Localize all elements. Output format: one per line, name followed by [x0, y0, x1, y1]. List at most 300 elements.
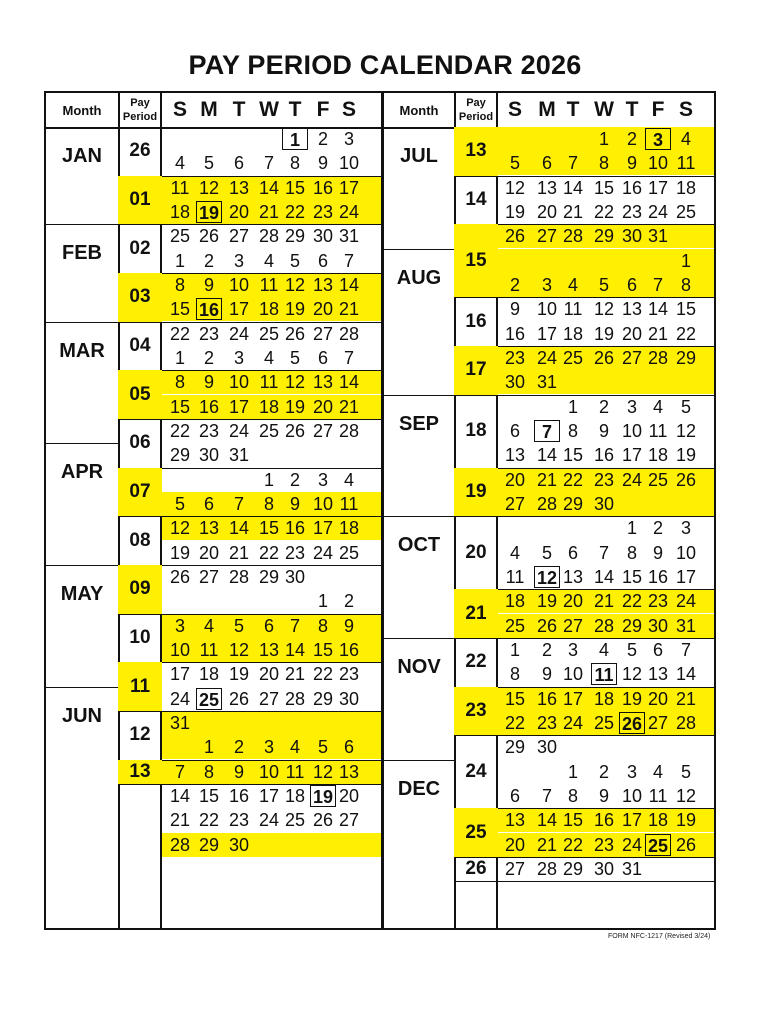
day-cell: 19 [284, 299, 306, 320]
day-cell: 30 [198, 445, 220, 466]
day-cell: 14 [338, 372, 360, 393]
day-cell: 22 [258, 542, 280, 563]
day-cell: 2 [203, 250, 214, 271]
day-cell: 6 [343, 737, 354, 758]
day-cell: 10 [675, 542, 697, 563]
day-cell: 31 [338, 226, 360, 247]
month-separator [46, 687, 118, 688]
day-cell: 1 [263, 469, 274, 490]
day-cell: 29 [284, 226, 306, 247]
day-cell: 12 [504, 177, 526, 198]
day-cell: 3 [233, 250, 244, 271]
day-cell: 27 [258, 688, 280, 709]
calendar-half-jul-dec [384, 93, 714, 928]
day-cell: 9 [626, 153, 637, 174]
day-cell: 11 [199, 639, 219, 660]
day-cell: 10 [258, 761, 280, 782]
day-cell: 7 [680, 639, 691, 660]
day-cell: 1 [174, 250, 185, 271]
day-cell: 20 [562, 591, 584, 612]
day-cell: 17 [228, 396, 250, 417]
month-separator [46, 443, 118, 444]
day-cell: 21 [258, 201, 280, 222]
day-cell: 26 [593, 347, 615, 368]
month-label: APR [60, 461, 104, 484]
day-cell: 18 [593, 688, 615, 709]
pay-period-number: 12 [129, 724, 151, 746]
day-cell: 24 [536, 347, 558, 368]
day-cell: 15 [169, 299, 191, 320]
day-cell: 15 [284, 177, 306, 198]
day-cell: 24 [647, 201, 669, 222]
day-cell: 8 [317, 615, 328, 636]
day-cell: 26 [169, 566, 191, 587]
day-cell: 29 [562, 858, 584, 879]
day-cell: 3 [626, 761, 637, 782]
day-cell: 21 [338, 396, 360, 417]
day-cell: 5 [680, 761, 691, 782]
day-cell: 2 [652, 518, 663, 539]
month-separator [384, 395, 454, 396]
day-cell: 17 [536, 323, 558, 344]
day-cell-boxed: 26 [619, 712, 645, 734]
day-cell: 13 [621, 299, 643, 320]
day-cell: 5 [174, 493, 185, 514]
day-cell: 7 [652, 274, 663, 295]
day-cell: 3 [626, 396, 637, 417]
day-cell: 2 [289, 469, 300, 490]
month-label: DEC [397, 777, 441, 800]
day-cell: 4 [652, 396, 663, 417]
day-cell: 13 [536, 177, 558, 198]
day-cell: 16 [198, 396, 220, 417]
day-cell: 28 [169, 834, 191, 855]
pay-period-number: 24 [465, 760, 487, 782]
day-cell: 27 [338, 810, 360, 831]
header-day-2: T [232, 98, 246, 121]
day-cell: 13 [562, 566, 584, 587]
day-cell-boxed: 19 [196, 201, 222, 223]
header-pay-period: Pay Period [454, 93, 498, 127]
header-day-3: W [594, 98, 614, 121]
form-note: FORM NFC-1217 (Revised 3/24) [608, 933, 711, 940]
day-cell: 20 [504, 469, 526, 490]
day-cell: 12 [169, 518, 191, 539]
day-cell: 29 [562, 493, 584, 514]
day-cell: 1 [317, 591, 328, 612]
day-cell: 2 [233, 737, 244, 758]
day-cell: 8 [203, 761, 214, 782]
day-cell: 18 [198, 664, 220, 685]
day-cell: 29 [621, 615, 643, 636]
pay-period-number: 04 [129, 334, 151, 356]
day-cell: 11 [648, 785, 668, 806]
day-cell: 17 [312, 518, 334, 539]
day-cell: 16 [504, 323, 526, 344]
day-cell: 11 [676, 153, 696, 174]
day-cell: 21 [228, 542, 250, 563]
day-cell: 22 [621, 591, 643, 612]
day-cell: 11 [170, 177, 190, 198]
day-cell: 3 [343, 129, 354, 149]
day-cell: 17 [169, 664, 191, 685]
header-day-6: S [678, 98, 693, 121]
month-label: JUN [61, 704, 102, 727]
day-cell: 21 [593, 591, 615, 612]
day-cell: 2 [203, 347, 214, 368]
day-cell: 23 [198, 323, 220, 344]
pay-period-number: 06 [129, 432, 151, 454]
day-cell: 2 [626, 129, 637, 149]
day-cell: 27 [312, 420, 334, 441]
pay-period-number: 20 [465, 541, 487, 563]
header-day-0: S [172, 98, 187, 121]
day-cell: 24 [169, 688, 191, 709]
day-cell: 1 [174, 347, 185, 368]
day-cell: 24 [312, 542, 334, 563]
header-row [384, 93, 714, 129]
day-cell: 10 [312, 493, 334, 514]
day-cell: 27 [536, 226, 558, 247]
day-cell: 18 [504, 591, 526, 612]
day-cell: 24 [258, 810, 280, 831]
day-cell: 1 [509, 639, 520, 660]
day-cell: 25 [258, 420, 280, 441]
day-cell: 14 [338, 274, 360, 295]
day-cell: 23 [338, 664, 360, 685]
day-cell: 6 [509, 420, 520, 441]
day-cell: 23 [593, 469, 615, 490]
day-cell: 4 [567, 274, 578, 295]
day-cell: 20 [504, 834, 526, 855]
row-highlight [162, 833, 381, 857]
month-separator [46, 565, 118, 566]
day-cell: 3 [317, 469, 328, 490]
day-cell: 4 [598, 639, 609, 660]
day-cell: 17 [621, 810, 643, 831]
day-cell: 23 [504, 347, 526, 368]
month-separator [384, 249, 454, 250]
pay-period-number: 13 [465, 140, 487, 162]
day-cell: 18 [258, 299, 280, 320]
pay-period-number: 07 [129, 480, 151, 502]
day-cell: 16 [647, 566, 669, 587]
pay-period-number: 09 [129, 578, 151, 600]
day-cell: 14 [228, 518, 250, 539]
day-cell: 18 [562, 323, 584, 344]
day-cell: 3 [567, 639, 578, 660]
day-cell: 7 [567, 153, 578, 174]
day-cell: 15 [562, 810, 584, 831]
header-month: Month [62, 102, 102, 118]
day-cell: 12 [675, 785, 697, 806]
pay-period-number: 14 [465, 188, 487, 210]
day-cell: 12 [284, 274, 306, 295]
day-cell: 22 [675, 323, 697, 344]
day-cell: 2 [541, 639, 552, 660]
day-cell: 16 [593, 810, 615, 831]
pay-period-number: 21 [465, 602, 487, 624]
day-cell: 13 [312, 274, 334, 295]
day-cell: 7 [263, 153, 274, 174]
day-cell: 30 [647, 615, 669, 636]
day-cell-boxed: 25 [645, 834, 671, 856]
day-cell: 16 [536, 688, 558, 709]
day-cell: 17 [228, 299, 250, 320]
day-cell: 30 [504, 372, 526, 393]
day-cell: 2 [598, 761, 609, 782]
day-cell: 12 [228, 639, 250, 660]
day-cell: 24 [228, 323, 250, 344]
day-cell: 18 [675, 177, 697, 198]
month-separator [384, 516, 454, 517]
day-cell: 28 [258, 226, 280, 247]
day-cell: 9 [598, 420, 609, 441]
day-cell: 29 [593, 226, 615, 247]
pay-period-number: 13 [129, 760, 151, 782]
day-cell: 23 [284, 542, 306, 563]
day-cell: 2 [598, 396, 609, 417]
day-cell: 27 [312, 323, 334, 344]
day-cell: 8 [289, 153, 300, 174]
day-cell: 30 [284, 566, 306, 587]
header-pay-period: Pay Period [118, 93, 162, 127]
day-cell: 8 [174, 274, 185, 295]
day-cell: 6 [567, 542, 578, 563]
day-cell: 18 [284, 785, 306, 806]
day-cell: 10 [536, 299, 558, 320]
day-cell: 17 [621, 445, 643, 466]
day-cell: 1 [680, 250, 691, 271]
day-cell: 8 [680, 274, 691, 295]
pay-period-number: 26 [465, 858, 487, 880]
day-cell: 14 [536, 810, 558, 831]
day-cell: 18 [647, 810, 669, 831]
day-cell: 23 [536, 712, 558, 733]
day-cell: 15 [621, 566, 643, 587]
day-cell: 8 [263, 493, 274, 514]
day-cell: 15 [593, 177, 615, 198]
day-cell: 28 [562, 226, 584, 247]
day-cell: 22 [593, 201, 615, 222]
day-cell: 21 [536, 469, 558, 490]
day-cell: 12 [675, 420, 697, 441]
header-day-1: M [200, 98, 218, 121]
day-cell: 26 [198, 226, 220, 247]
day-cell: 13 [504, 810, 526, 831]
pay-period-number: 22 [465, 651, 487, 673]
day-cell: 14 [647, 299, 669, 320]
header-day-4: T [288, 98, 302, 121]
day-cell: 21 [675, 688, 697, 709]
pay-period-number: 16 [465, 310, 487, 332]
day-cell: 31 [621, 858, 643, 879]
day-cell: 31 [536, 372, 558, 393]
day-cell: 24 [675, 591, 697, 612]
day-cell: 19 [675, 810, 697, 831]
day-cell: 1 [567, 761, 578, 782]
day-cell: 23 [312, 201, 334, 222]
header-day-4: T [625, 98, 639, 121]
day-cell: 20 [338, 785, 360, 806]
day-cell: 30 [593, 858, 615, 879]
day-cell: 19 [284, 396, 306, 417]
calendar-half-jan-jun [46, 93, 384, 928]
day-cell: 8 [626, 542, 637, 563]
day-cell: 13 [198, 518, 220, 539]
day-cell: 22 [504, 712, 526, 733]
header-day-5: F [316, 98, 330, 121]
day-cell: 17 [675, 566, 697, 587]
day-cell: 21 [169, 810, 191, 831]
day-cell: 14 [562, 177, 584, 198]
day-cell-boxed: 3 [645, 128, 671, 150]
day-cell: 26 [675, 469, 697, 490]
month-label: JAN [61, 145, 102, 167]
day-cell: 23 [593, 834, 615, 855]
day-cell: 14 [675, 664, 697, 685]
day-cell: 30 [536, 737, 558, 758]
day-cell: 11 [259, 274, 279, 295]
day-cell-boxed: 16 [196, 298, 222, 320]
day-cell: 10 [228, 372, 250, 393]
day-cell: 8 [509, 664, 520, 685]
day-cell: 31 [675, 615, 697, 636]
pay-period-number: 17 [465, 359, 487, 381]
day-cell: 28 [284, 688, 306, 709]
day-cell: 20 [312, 299, 334, 320]
day-cell: 11 [648, 420, 668, 441]
day-cell: 25 [284, 810, 306, 831]
day-cell: 4 [203, 615, 214, 636]
day-cell: 18 [647, 445, 669, 466]
day-cell: 20 [621, 323, 643, 344]
day-cell: 10 [228, 274, 250, 295]
day-cell: 28 [675, 712, 697, 733]
day-cell: 8 [567, 785, 578, 806]
pay-period-number: 18 [465, 420, 487, 442]
day-cell: 16 [228, 785, 250, 806]
day-cell: 5 [541, 542, 552, 563]
day-cell: 25 [504, 615, 526, 636]
day-cell: 6 [203, 493, 214, 514]
day-cell: 3 [541, 274, 552, 295]
day-cell: 9 [317, 153, 328, 174]
day-cell: 29 [169, 445, 191, 466]
day-cell: 9 [289, 493, 300, 514]
day-cell: 20 [228, 201, 250, 222]
header-day-0: S [507, 98, 522, 121]
day-cell: 19 [169, 542, 191, 563]
day-cell: 5 [203, 153, 214, 174]
day-cell: 19 [621, 688, 643, 709]
day-cell: 3 [174, 615, 185, 636]
day-cell: 30 [621, 226, 643, 247]
day-cell-boxed: 25 [196, 688, 222, 710]
pay-period-number: 25 [465, 821, 487, 843]
day-cell: 4 [680, 129, 691, 149]
pay-period-number: 03 [129, 286, 151, 308]
day-cell: 5 [317, 737, 328, 758]
month-separator [384, 760, 454, 761]
day-cell: 28 [647, 347, 669, 368]
day-cell: 25 [593, 712, 615, 733]
day-cell: 27 [647, 712, 669, 733]
day-cell: 3 [233, 347, 244, 368]
day-cell: 28 [338, 323, 360, 344]
day-cell: 5 [289, 250, 300, 271]
day-cell: 26 [284, 323, 306, 344]
day-cell: 25 [169, 226, 191, 247]
day-cell: 30 [228, 834, 250, 855]
day-cell: 30 [338, 688, 360, 709]
day-cell: 7 [233, 493, 244, 514]
day-cell: 20 [647, 688, 669, 709]
day-cell: 7 [289, 615, 300, 636]
day-cell: 3 [680, 518, 691, 539]
month-label: JUL [400, 145, 438, 167]
pay-period-number: 05 [129, 383, 151, 405]
day-cell: 25 [258, 323, 280, 344]
day-cell: 11 [505, 566, 525, 587]
day-cell: 6 [317, 347, 328, 368]
day-cell: 15 [562, 445, 584, 466]
day-cell: 4 [263, 347, 274, 368]
day-cell: 13 [258, 639, 280, 660]
day-cell: 2 [343, 591, 354, 612]
pay-period-number: 02 [129, 237, 151, 259]
month-separator [46, 322, 118, 323]
day-cell: 15 [504, 688, 526, 709]
day-cell: 7 [343, 250, 354, 271]
day-cell: 28 [338, 420, 360, 441]
day-cell: 24 [338, 201, 360, 222]
day-cell: 19 [504, 201, 526, 222]
day-cell: 13 [312, 372, 334, 393]
day-cell: 11 [339, 493, 359, 514]
day-cell: 21 [284, 664, 306, 685]
day-cell: 12 [593, 299, 615, 320]
day-cell: 23 [198, 420, 220, 441]
header-day-5: F [651, 98, 665, 121]
header-month: Month [399, 102, 439, 118]
day-cell: 6 [317, 250, 328, 271]
day-cell: 17 [258, 785, 280, 806]
day-cell: 4 [263, 250, 274, 271]
day-cell: 30 [593, 493, 615, 514]
day-cell: 3 [263, 737, 274, 758]
day-cell: 16 [284, 518, 306, 539]
day-cell: 20 [258, 664, 280, 685]
day-cell: 15 [198, 785, 220, 806]
pay-period-number: 01 [129, 188, 151, 210]
day-cell: 19 [675, 445, 697, 466]
day-cell-boxed: 1 [282, 128, 308, 150]
day-cell: 12 [198, 177, 220, 198]
pay-period-number: 15 [465, 249, 487, 271]
day-cell: 8 [567, 420, 578, 441]
day-cell: 15 [675, 299, 697, 320]
day-cell: 22 [284, 201, 306, 222]
day-cell: 9 [203, 372, 214, 393]
day-cell: 29 [198, 834, 220, 855]
day-cell: 10 [338, 153, 360, 174]
day-cell: 11 [563, 299, 583, 320]
day-cell: 4 [509, 542, 520, 563]
day-cell: 14 [169, 785, 191, 806]
pay-period-separator [118, 711, 381, 712]
day-cell: 10 [621, 785, 643, 806]
